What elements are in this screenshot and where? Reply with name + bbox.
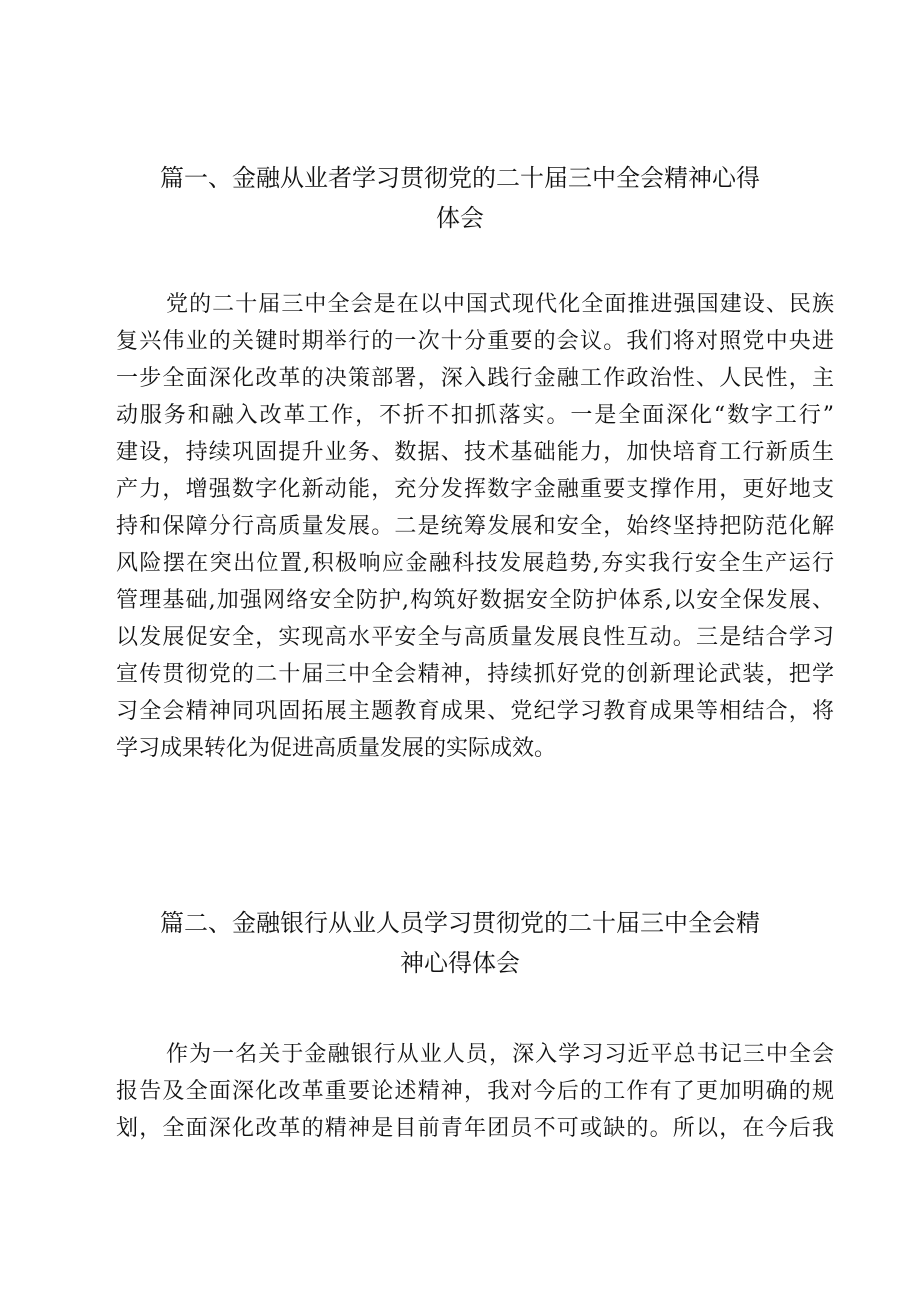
paragraph-line: 风险摆在突出位置,积极响应金融科技发展趋势,夯实我行安全生产运行 bbox=[116, 551, 834, 576]
paragraph-line: 报告及全面深化改革重要论述精神，我对今后的工作有了更加明确的规 bbox=[116, 1079, 834, 1104]
paragraph-line: 复兴伟业的关键时期举行的一次十分重要的会议。我们将对照党中央进 bbox=[116, 329, 834, 354]
section1-body bbox=[116, 286, 834, 767]
section1-title-line: 体会 bbox=[436, 204, 484, 232]
section1-title bbox=[150, 158, 770, 238]
section2-title bbox=[150, 903, 770, 983]
paragraph-line: 动服务和融入改革工作，不折不扣抓落实。一是全面深化“数字工行” bbox=[116, 403, 834, 428]
section1-title-line: 篇一、金融从业者学习贯彻党的二十届三中全会精神心得 bbox=[160, 164, 760, 192]
paragraph-line: 以发展促安全，实现高水平安全与高质量发展良性互动。三是结合学习 bbox=[116, 625, 834, 650]
paragraph-line: 建设，持续巩固提升业务、数据、技术基础能力，加快培育工行新质生 bbox=[116, 440, 834, 465]
paragraph-line: 学习成果转化为促进高质量发展的实际成效。 bbox=[116, 736, 557, 761]
paragraph-line: 党的二十届三中全会是在以中国式现代化全面推进强国建设、民族 bbox=[166, 292, 834, 317]
paragraph-line: 产力，增强数字化新动能，充分发挥数字金融重要支撑作用，更好地支 bbox=[116, 477, 834, 502]
paragraph-line: 划，全面深化改革的精神是目前青年团员不可或缺的。所以，在今后我 bbox=[116, 1116, 834, 1141]
paragraph-line: 习全会精神同巩固拓展主题教育成果、党纪学习教育成果等相结合，将 bbox=[116, 699, 834, 724]
paragraph-line: 持和保障分行高质量发展。二是统筹发展和安全，始终坚持把防范化解 bbox=[116, 514, 834, 539]
paragraph-line: 管理基础,加强网络安全防护,构筑好数据安全防护体系,以安全保发展、 bbox=[116, 588, 834, 613]
paragraph-line: 一步全面深化改革的决策部署，深入践行金融工作政治性、人民性，主 bbox=[116, 366, 834, 391]
paragraph-line: 宣传贯彻党的二十届三中全会精神，持续抓好党的创新理论武装，把学 bbox=[116, 662, 834, 687]
section2-body bbox=[116, 1036, 834, 1147]
section2-title-line: 神心得体会 bbox=[400, 949, 520, 977]
section2-title-line: 篇二、金融银行从业人员学习贯彻党的二十届三中全会精 bbox=[160, 909, 760, 937]
paragraph-line: 作为一名关于金融银行从业人员，深入学习习近平总书记三中全会 bbox=[166, 1042, 834, 1067]
